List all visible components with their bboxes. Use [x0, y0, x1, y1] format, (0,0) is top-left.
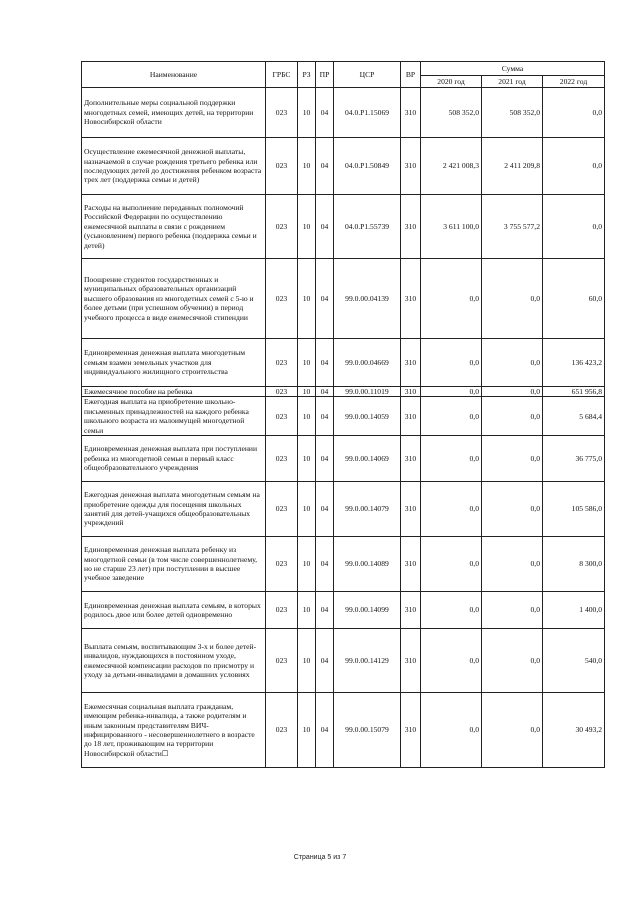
row-rz: 10 — [298, 436, 316, 482]
row-amount-2021: 0,0 — [482, 592, 543, 629]
row-name: Расходы на выполнение переданных полномочий Российской Федерации по осуществлению ежемесячной выплаты в связи с рождением (усыновлением) первого ребенка (поддержка семьи и детей) — [82, 195, 266, 259]
row-amount-2022: 1 400,0 — [543, 592, 605, 629]
header-vr: ВР — [401, 62, 421, 88]
row-pr: 04 — [316, 397, 334, 436]
row-csr: 99.0.00.14069 — [334, 436, 401, 482]
header-year-2021: 2021 год — [482, 76, 543, 88]
row-amount-2020: 0,0 — [421, 629, 482, 693]
row-amount-2020: 0,0 — [421, 259, 482, 339]
row-name: Единовременная денежная выплата ребенку из многодетной семьи (в том числе совершеннолетнему, но не старше 23 лет) при поступлении в высшее учебное заведение — [82, 537, 266, 592]
row-pr: 04 — [316, 436, 334, 482]
row-csr: 99.0.00.14059 — [334, 397, 401, 436]
row-grbs: 023 — [266, 195, 298, 259]
row-rz: 10 — [298, 629, 316, 693]
table-row — [82, 436, 605, 482]
row-amount-2020: 2 421 008,3 — [421, 138, 482, 195]
row-grbs: 023 — [266, 436, 298, 482]
header-year-2020: 2020 год — [421, 76, 482, 88]
row-amount-2020: 0,0 — [421, 592, 482, 629]
row-amount-2021: 0,0 — [482, 339, 543, 387]
row-csr: 99.0.00.14079 — [334, 482, 401, 537]
header-rz: РЗ — [298, 62, 316, 88]
row-pr: 04 — [316, 195, 334, 259]
row-name: Единовременная денежная выплата многодетным семьям взамен земельных участков для индивидуального жилищного строительства — [82, 339, 266, 387]
row-amount-2020: 0,0 — [421, 339, 482, 387]
row-amount-2020: 0,0 — [421, 537, 482, 592]
row-grbs: 023 — [266, 537, 298, 592]
row-amount-2022: 136 423,2 — [543, 339, 605, 387]
table-row — [82, 592, 605, 629]
row-csr: 04.0.P1.55739 — [334, 195, 401, 259]
table-body — [82, 88, 605, 768]
table-row — [82, 339, 605, 387]
row-amount-2022: 0,0 — [543, 138, 605, 195]
row-rz: 10 — [298, 138, 316, 195]
row-amount-2020: 0,0 — [421, 387, 482, 397]
table-row — [82, 387, 605, 397]
row-amount-2021: 0,0 — [482, 693, 543, 768]
table-row — [82, 537, 605, 592]
row-name: Ежемесячное пособие на ребенка — [82, 387, 266, 397]
row-rz: 10 — [298, 387, 316, 397]
row-pr: 04 — [316, 629, 334, 693]
row-pr: 04 — [316, 387, 334, 397]
row-pr: 04 — [316, 138, 334, 195]
row-csr: 04.0.P1.15069 — [334, 88, 401, 138]
row-grbs: 023 — [266, 259, 298, 339]
row-amount-2020: 0,0 — [421, 693, 482, 768]
row-amount-2021: 3 755 577,2 — [482, 195, 543, 259]
row-amount-2020: 3 611 100,0 — [421, 195, 482, 259]
row-amount-2022: 60,0 — [543, 259, 605, 339]
row-vr: 310 — [401, 537, 421, 592]
table-row — [82, 693, 605, 768]
row-amount-2021: 0,0 — [482, 387, 543, 397]
row-amount-2022: 30 493,2 — [543, 693, 605, 768]
row-pr: 04 — [316, 259, 334, 339]
row-rz: 10 — [298, 195, 316, 259]
header-year-2022: 2022 год — [543, 76, 605, 88]
header-grbs: ГРБС — [266, 62, 298, 88]
row-amount-2022: 0,0 — [543, 195, 605, 259]
row-vr: 310 — [401, 138, 421, 195]
row-rz: 10 — [298, 537, 316, 592]
row-vr: 310 — [401, 397, 421, 436]
row-amount-2020: 508 352,0 — [421, 88, 482, 138]
row-name: Выплата семьям, воспитывающим 3-х и более детей-инвалидов, нуждающихся в постоянном уходе, ежемесячной компенсации расходов по присмотру и уходу за детьми-инвалидами в домашних условиях — [82, 629, 266, 693]
row-name: Единовременная денежная выплата при поступлении ребенка из многодетной семьи в первый класс общеобразовательного учреждения — [82, 436, 266, 482]
row-grbs: 023 — [266, 629, 298, 693]
row-amount-2021: 0,0 — [482, 259, 543, 339]
row-pr: 04 — [316, 88, 334, 138]
row-grbs: 023 — [266, 592, 298, 629]
row-csr: 99.0.00.04669 — [334, 339, 401, 387]
row-amount-2021: 0,0 — [482, 629, 543, 693]
row-name: Поощрение студентов государственных и муниципальных образовательных организаций высшего образования из многодетных семей с 5-ю и более детьми (при успешном обучении) в период учебного процесса в виде ежемесячной стипендии — [82, 259, 266, 339]
table-row — [82, 397, 605, 436]
row-amount-2022: 540,0 — [543, 629, 605, 693]
row-pr: 04 — [316, 592, 334, 629]
row-amount-2022: 8 300,0 — [543, 537, 605, 592]
row-csr: 99.0.00.04139 — [334, 259, 401, 339]
row-vr: 310 — [401, 339, 421, 387]
row-amount-2022: 0,0 — [543, 88, 605, 138]
row-rz: 10 — [298, 88, 316, 138]
row-vr: 310 — [401, 259, 421, 339]
row-grbs: 023 — [266, 339, 298, 387]
table-row — [82, 88, 605, 138]
row-amount-2021: 508 352,0 — [482, 88, 543, 138]
row-amount-2022: 5 684,4 — [543, 397, 605, 436]
row-name: Осуществление ежемесячной денежной выплаты, назначаемой в случае рождения третьего ребенка или последующих детей до достижения ребенком возраста трех лет (поддержка семьи и детей) — [82, 138, 266, 195]
row-amount-2021: 2 411 209,8 — [482, 138, 543, 195]
table-row — [82, 259, 605, 339]
row-name: Ежемесячная социальная выплата гражданам, имеющим ребенка-инвалида, а также родителям и иным законным представителям ВИЧ-инфицированного - несовершеннолетнего в возрасте до 18 лет, проживающим на территории Новосибирской области☐ — [82, 693, 266, 768]
row-amount-2020: 0,0 — [421, 397, 482, 436]
row-rz: 10 — [298, 339, 316, 387]
header-pr: ПР — [316, 62, 334, 88]
row-rz: 10 — [298, 397, 316, 436]
row-grbs: 023 — [266, 387, 298, 397]
row-rz: 10 — [298, 592, 316, 629]
row-vr: 310 — [401, 482, 421, 537]
row-name: Дополнительные меры социальной поддержки многодетных семей, имеющих детей, на территории Новосибирской области — [82, 88, 266, 138]
row-name: Единовременная денежная выплата семьям, в которых родилось двое или более детей одновременно — [82, 592, 266, 629]
header-sum: Сумма — [421, 62, 605, 76]
budget-table — [81, 61, 605, 768]
table-row — [82, 138, 605, 195]
row-grbs: 023 — [266, 88, 298, 138]
row-csr: 99.0.00.15079 — [334, 693, 401, 768]
row-csr: 99.0.00.14129 — [334, 629, 401, 693]
row-csr: 99.0.00.11019 — [334, 387, 401, 397]
row-grbs: 023 — [266, 693, 298, 768]
table-row — [82, 195, 605, 259]
row-pr: 04 — [316, 482, 334, 537]
row-grbs: 023 — [266, 138, 298, 195]
row-vr: 310 — [401, 387, 421, 397]
row-amount-2021: 0,0 — [482, 397, 543, 436]
row-vr: 310 — [401, 195, 421, 259]
row-amount-2021: 0,0 — [482, 436, 543, 482]
table-row — [82, 482, 605, 537]
row-amount-2021: 0,0 — [482, 482, 543, 537]
row-rz: 10 — [298, 259, 316, 339]
table-row — [82, 629, 605, 693]
row-amount-2020: 0,0 — [421, 482, 482, 537]
row-amount-2022: 105 586,0 — [543, 482, 605, 537]
row-rz: 10 — [298, 482, 316, 537]
row-vr: 310 — [401, 436, 421, 482]
row-amount-2022: 651 956,8 — [543, 387, 605, 397]
row-vr: 310 — [401, 88, 421, 138]
header-csr: ЦСР — [334, 62, 401, 88]
row-grbs: 023 — [266, 482, 298, 537]
row-vr: 310 — [401, 592, 421, 629]
row-pr: 04 — [316, 693, 334, 768]
row-amount-2021: 0,0 — [482, 537, 543, 592]
row-amount-2020: 0,0 — [421, 436, 482, 482]
row-vr: 310 — [401, 629, 421, 693]
row-csr: 99.0.00.14089 — [334, 537, 401, 592]
row-rz: 10 — [298, 693, 316, 768]
row-csr: 04.0.P1.50849 — [334, 138, 401, 195]
row-name: Ежегодная денежная выплата многодетным семьям на приобретение одежды для посещения школьных занятий для детей-учащихся общеобразовательных учреждений — [82, 482, 266, 537]
row-pr: 04 — [316, 339, 334, 387]
row-vr: 310 — [401, 693, 421, 768]
row-name: Ежегодная выплата на приобретение школьно-письменных принадлежностей на каждого ребенка школьного возраста из малоимущей многодетной семьи — [82, 397, 266, 436]
row-amount-2022: 36 775,0 — [543, 436, 605, 482]
row-csr: 99.0.00.14099 — [334, 592, 401, 629]
row-grbs: 023 — [266, 397, 298, 436]
header-name: Наименование — [82, 62, 266, 88]
page-footer: Страница 5 из 7 — [293, 854, 347, 861]
row-pr: 04 — [316, 537, 334, 592]
